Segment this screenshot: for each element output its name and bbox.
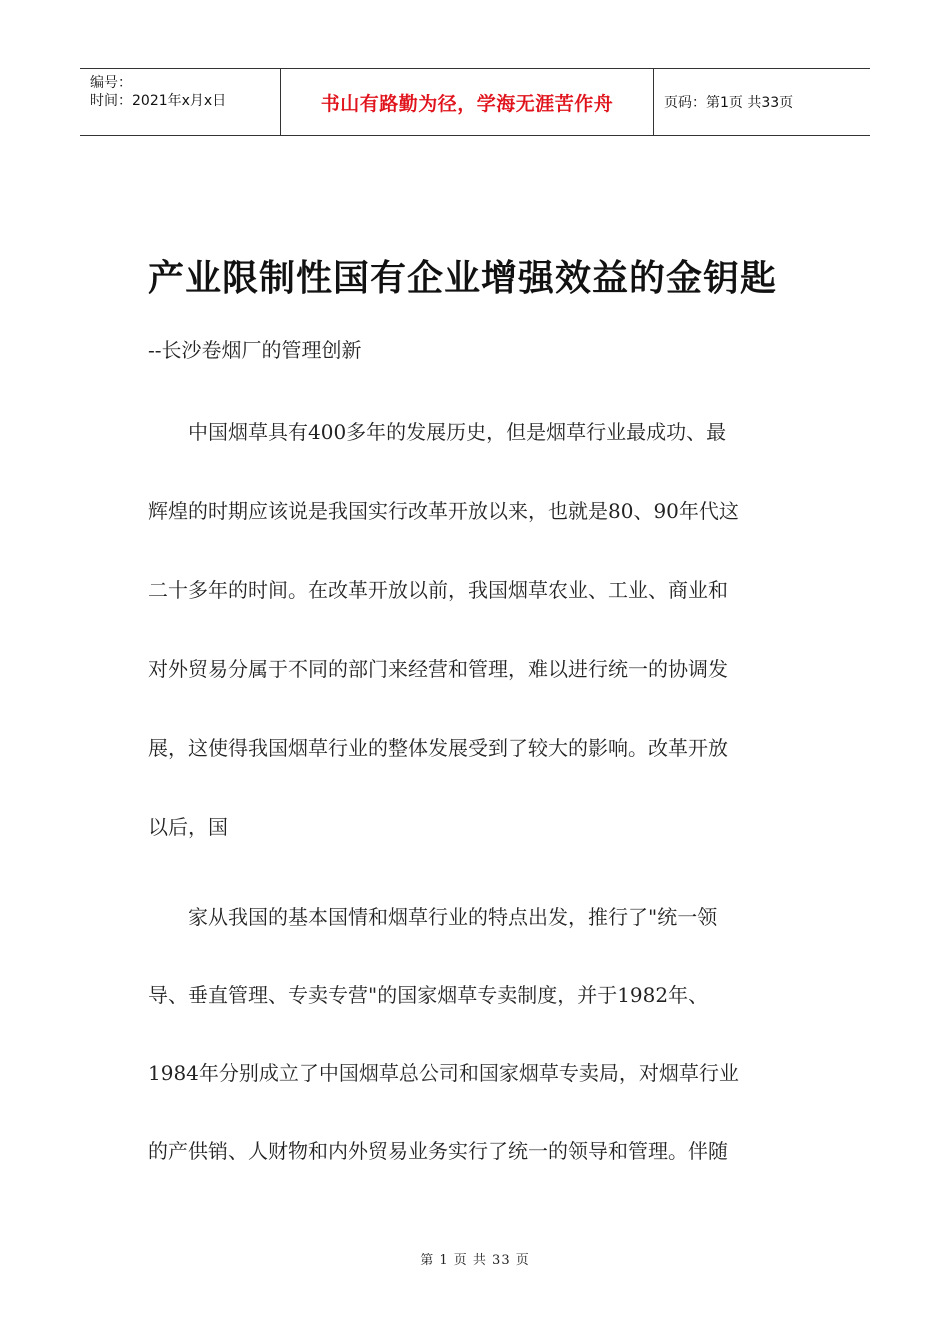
paragraph-line: 二十多年的时间。在改革开放以前，我国烟草农业、工业、商业和 bbox=[148, 578, 728, 602]
time-label: 时间：2021年x月x日 bbox=[90, 93, 227, 109]
header-meta bbox=[80, 69, 281, 135]
paragraph-line: 中国烟草具有400多年的发展历史，但是烟草行业最成功、最 bbox=[148, 420, 727, 444]
header-page-info: 页码：第1页 共33页 bbox=[664, 95, 794, 111]
document-title: 产业限制性国有企业增强效益的金钥匙 bbox=[148, 258, 778, 299]
paragraph-line: 辉煌的时期应该说是我国实行改革开放以来，也就是80、90年代这 bbox=[148, 499, 739, 523]
paragraph-2 bbox=[148, 904, 808, 1164]
paragraph-line: 对外贸易分属于不同的部门来经营和管理，难以进行统一的协调发 bbox=[148, 657, 728, 681]
paragraph-line: 以后，国 bbox=[148, 815, 228, 839]
paragraph-1 bbox=[148, 419, 808, 840]
paragraph-line: 1984年分别成立了中国烟草总公司和国家烟草专卖局，对烟草行业 bbox=[148, 1061, 739, 1085]
document-header bbox=[80, 68, 870, 136]
paragraph-line: 的产供销、人财物和内外贸易业务实行了统一的领导和管理。伴随 bbox=[148, 1139, 728, 1163]
paragraph-line: 家从我国的基本国情和烟草行业的特点出发，推行了"统一领 bbox=[148, 905, 718, 929]
number-label: 编号： bbox=[90, 75, 132, 91]
page-footer: 第 1 页 共 33 页 bbox=[420, 1253, 530, 1268]
paragraph-line: 展，这使得我国烟草行业的整体发展受到了较大的影响。改革开放 bbox=[148, 736, 728, 760]
header-motto: 书山有路勤为径，学海无涯苦作舟 bbox=[281, 69, 654, 135]
document-subtitle: --长沙卷烟厂的管理创新 bbox=[148, 338, 362, 362]
paragraph-line: 导、垂直管理、专卖专营"的国家烟草专卖制度，并于1982年、 bbox=[148, 983, 709, 1007]
